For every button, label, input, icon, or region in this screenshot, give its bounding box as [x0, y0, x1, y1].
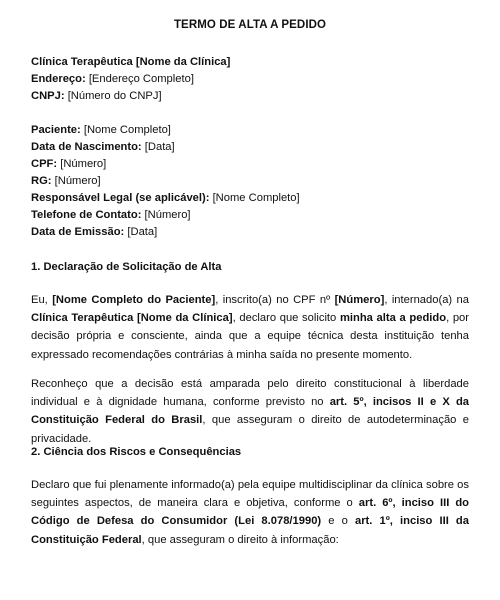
patient-birth-value: [Data] — [144, 141, 175, 153]
section-2-paragraph-1: Declaro que fui plenamente informado(a) pela equipe multidisciplinar da clínica sobre os seguintes aspectos, de maneira clara e objetiva, conforme o art. 6º, inciso III do Código de Defesa do Consumidor (Lei 8.078/1990) e o art. 1º, inciso III da Constituição Federal, que asseguram o direito à informação: — [31, 479, 469, 546]
clinic-cnpj-line — [31, 89, 162, 103]
patient-rg-label: RG: — [31, 175, 52, 187]
clinic-address-value: [Endereço Completo] — [88, 73, 194, 85]
guardian-label: Responsável Legal (se aplicável): — [31, 192, 210, 204]
phone-line — [31, 208, 191, 222]
clinic-name-value: [Nome da Clínica] — [135, 56, 231, 68]
clinic-cnpj-value: [Número do CNPJ] — [67, 90, 162, 102]
phone-label: Telefone de Contato: — [31, 209, 142, 221]
issue-date-value: [Data] — [127, 226, 158, 238]
patient-birth-label: Data de Nascimento: — [31, 141, 142, 153]
clinic-address-label: Endereço: — [31, 73, 86, 85]
clinic-cnpj-label: CNPJ: — [31, 90, 65, 102]
patient-name-label: Paciente: — [31, 124, 81, 136]
section-1-paragraph-1: Eu, [Nome Completo do Paciente], inscrito(a) no CPF nº [Número], internado(a) na Clínica Terapêutica [Nome da Clínica], declaro que solicito minha alta a pedido, por decisão própria e consciente, ainda que a equipe técnica desta instituição tenha expressado recomendações contrárias à minha saída no presente momento. — [31, 294, 470, 361]
document-title: TERMO DE ALTA A PEDIDO — [173, 19, 327, 31]
section-1-paragraph-2: Reconheço que a decisão está amparada pelo direito constitucional à liberdade individual e à dignidade humana, conforme previsto no art. 5º, incisos II e X da Constituição Federal do Brasil, que asseguram o direito de autodeterminação e privacidade. — [31, 378, 469, 445]
patient-name-value: [Nome Completo] — [83, 124, 171, 136]
patient-birth-line — [31, 140, 175, 154]
patient-rg-value: [Número] — [54, 175, 101, 187]
guardian-value: [Nome Completo] — [212, 192, 300, 204]
patient-rg-line — [31, 174, 101, 188]
guardian-line — [31, 191, 300, 205]
patient-cpf-line — [31, 157, 106, 171]
patient-cpf-label: CPF: — [31, 158, 58, 170]
issue-date-label: Data de Emissão: — [31, 226, 125, 238]
clinic-name-label: Clínica Terapêutica — [31, 56, 133, 68]
phone-value: [Número] — [144, 209, 191, 221]
section-2-heading: 2. Ciência dos Riscos e Consequências — [31, 446, 242, 458]
clinic-address-line — [31, 72, 194, 86]
patient-name-line — [31, 123, 171, 137]
issue-date-line — [31, 225, 157, 239]
section-1-heading: 1. Declaração de Solicitação de Alta — [31, 261, 222, 273]
patient-cpf-value: [Número] — [60, 158, 107, 170]
clinic-name-line — [31, 55, 230, 69]
